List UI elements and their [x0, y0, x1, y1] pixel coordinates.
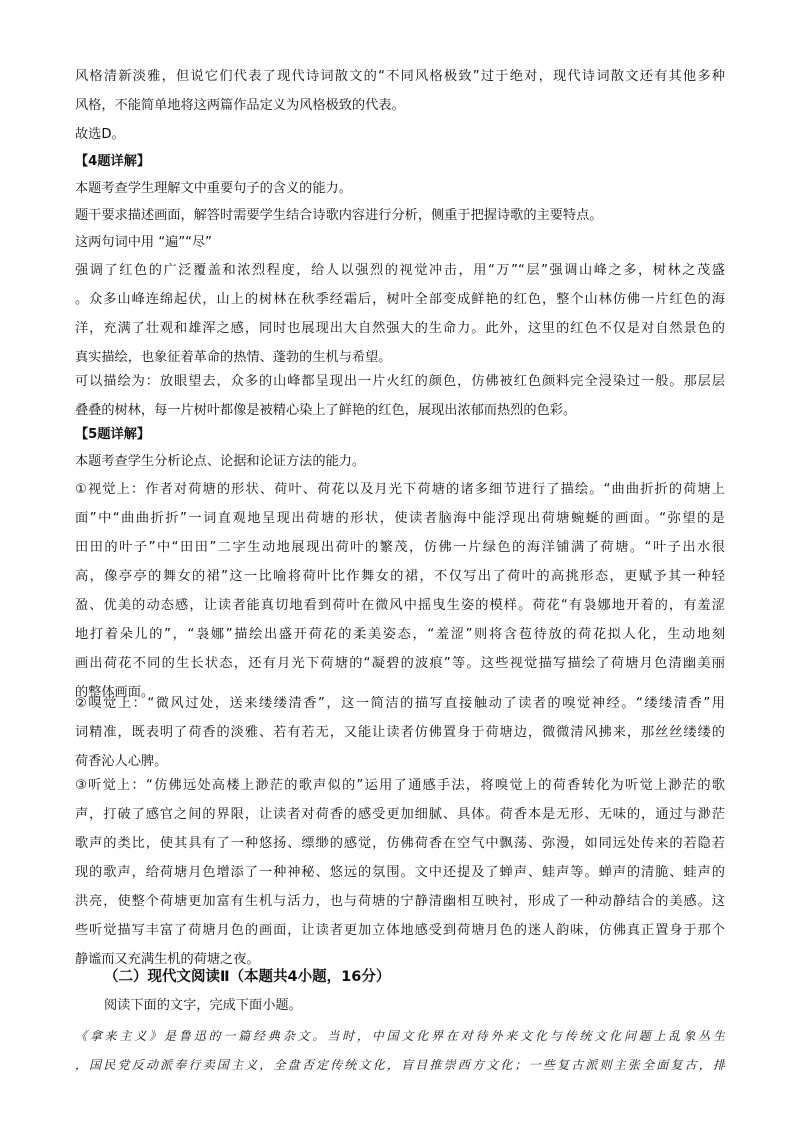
- text-line: 些听觉描写丰富了荷塘月色的画面，让读者更加立体地感受到荷塘月色的迷人韵味，仿佛真正置身于那个: [75, 923, 725, 938]
- text-line: 风格，不能简单地将这两篇作品定义为风格极致的代表。: [75, 98, 405, 113]
- paragraph-visual: [75, 475, 725, 707]
- reading-passage: [75, 1022, 725, 1080]
- text-line: 叠叠的树林，每一片树叶都像是被精心染上了鲜艳的红色，展现出浓郁而热烈的色彩。: [75, 403, 577, 418]
- text-line: ②嗅觉上：“微风过处，送来缕缕清香”，这一简洁的描写直接触动了读者的嗅觉神经。“缕缕清香”用: [75, 696, 725, 711]
- passage-line: 《拿来主义》是鲁迅的一篇经典杂文。当时，中国文化界在对待外来文化与传统文化问题上乱象丛生: [75, 1029, 725, 1043]
- text-line: 洪亮，使整个荷塘更加富有生机与活力，也与荷塘的宁静清幽相互映衬，形成了一种动静结合的美感。这: [75, 894, 725, 909]
- passage-line: ，国民党反动派奉行卖国主义，全盘否定传统文化，盲目推崇西方文化；一些复古派则主张全面复古，排: [75, 1058, 725, 1072]
- paragraph-q4-words: [75, 228, 725, 257]
- paragraph-q5-ability: [75, 447, 725, 476]
- text-line: 地打着朵儿的”，“袅娜”描绘出盛开荷花的柔美姿态，“羞涩”则将含苞待放的荷花拟人化，生动地刻: [75, 627, 725, 642]
- text-line: 田田的叶子”中“田田”二字生动地展现出荷叶的繁茂，仿佛一片绿色的海洋铺满了荷塘。“叶子出水很: [75, 540, 725, 555]
- paragraph-q4-description: [75, 367, 725, 425]
- text-line: 声，打破了感官之间的界限，让读者对荷香的感受更加细腻、具体。荷香本是无形、无味的，通过与渺茫: [75, 807, 725, 822]
- text-line: 洋，充满了壮观和雄浑之感，同时也展现出大自然强大的生命力。此外，这里的红色不仅是对自然景色的: [75, 321, 725, 336]
- text-line: 画出荷花不同的生长状态，还有月光下荷塘的“凝碧的波痕”等。这些视觉描写描绘了荷塘月色清幽美丽: [75, 656, 725, 671]
- heading-text: 【4题详解】: [75, 154, 151, 169]
- text-line: 歌声的类比，使其具有了一种悠扬、缥缈的感觉，仿佛荷香在空气中飘荡、弥漫，如同远处传来的若隐若: [75, 836, 725, 851]
- text-line: 现的歌声，给荷塘月色增添了一种神秘、悠远的氛围。文中还提及了蝉声、蛙声等。蝉声的清脆、蛙声的: [75, 865, 725, 880]
- section-title: （二）现代文阅读Ⅱ（本题共4小题，16分）: [104, 969, 391, 985]
- text-line: 的整体画面。: [75, 685, 155, 700]
- text-line: 荷香沁人心脾。: [75, 754, 168, 769]
- heading-text: 【5题详解】: [75, 427, 151, 442]
- text-line: ③听觉上：“仿佛远处高楼上渺茫的歌声似的”运用了通感手法，将嗅觉上的荷香转化为听觉上渺茫的歌: [75, 778, 725, 793]
- text-line: ①视觉上：作者对荷塘的形状、荷叶、荷花以及月光下荷塘的诸多细节进行了描绘。“曲曲折折的荷塘上: [75, 482, 725, 497]
- text-line: 故选D。: [75, 127, 125, 142]
- text-line: 真实描绘，也象征着革命的热情、蓬勃的生机与希望。: [75, 350, 392, 365]
- section-intro: 阅读下面的文字，完成下面小题。: [104, 998, 302, 1013]
- answer-line: [75, 120, 725, 149]
- text-line: 静谧而又充满生机的荷塘之夜。: [75, 952, 260, 967]
- text-line: 。众多山峰连绵起伏，山上的树林在秋季经霜后，树叶全部变成鲜艳的红色，整个山林仿佛一片红色的海: [75, 292, 725, 307]
- paragraph-q4-ability: [75, 174, 725, 203]
- text-line: 盈、优美的动态感，让读者能真切地看到荷叶在微风中摇曳生姿的模样。荷花“有袅娜地开着的，有羞涩: [75, 598, 725, 613]
- text-line: 题干要求描述画面，解答时需要学生结合诗歌内容进行分析，侧重于把握诗歌的主要特点。: [75, 208, 603, 223]
- text-line: 强调了红色的广泛覆盖和浓烈程度，给人以强烈的视觉冲击，用“万”“层”强调山峰之多，树林之茂盛: [75, 263, 725, 278]
- paragraph-q4-analysis: [75, 256, 725, 372]
- paragraph-style-conclusion: [75, 62, 725, 120]
- question-5-heading: [75, 420, 725, 449]
- text-line: 本题考查学生理解文中重要句子的含义的能力。: [75, 181, 352, 196]
- paragraph-smell: [75, 689, 725, 776]
- paragraph-hearing: [75, 771, 725, 974]
- text-line: 风格清新淡雅，但说它们代表了现代诗词散文的“不同风格极致”过于绝对，现代诗词散文还有其他多种: [75, 69, 725, 84]
- text-line: 面”中“曲曲折折”一词直观地呈现出荷塘的形状，使读者脑海中能浮现出荷塘蜿蜒的画面。“弥望的是: [75, 511, 725, 526]
- text-line: 本题考查学生分析论点、论据和论证方法的能力。: [75, 454, 366, 469]
- text-line: 这两句词中用 “遍”“尽”: [75, 235, 213, 250]
- question-4-heading: [75, 147, 725, 176]
- text-line: 词精准，既表明了荷香的淡雅、若有若无，又能让读者仿佛置身于荷塘边，微微清风拂来，那丝丝缕缕的: [75, 725, 725, 740]
- text-line: 可以描绘为：放眼望去，众多的山峰都呈现出一片火红的颜色，仿佛被红色颜料完全浸染过一般。那层层: [75, 374, 725, 389]
- text-line: 高，像亭亭的舞女的裙”这一比喻将荷叶比作舞女的裙，不仅写出了荷叶的高挑形态，更赋予其一种轻: [75, 569, 725, 584]
- paragraph-q4-requirement: [75, 201, 725, 230]
